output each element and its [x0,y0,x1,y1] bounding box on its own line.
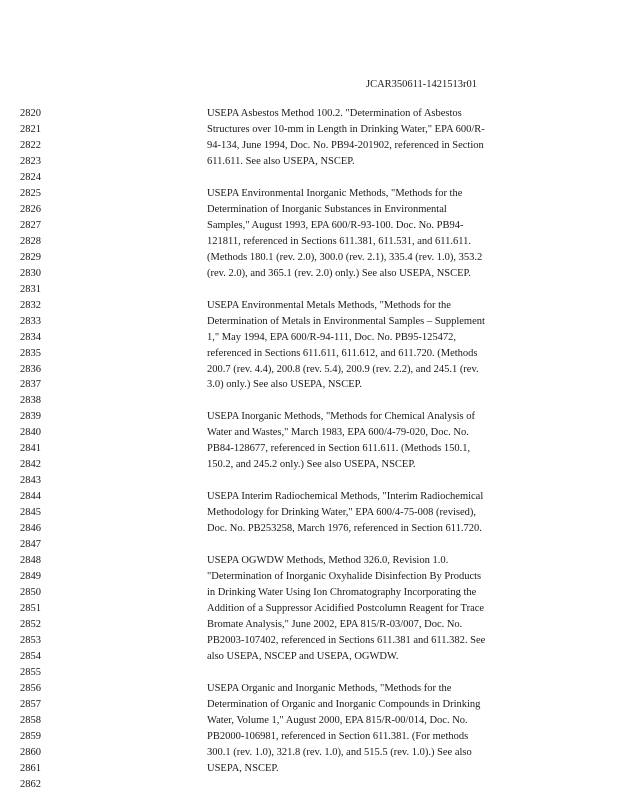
text-line: PB2003-107402, referenced in Sections 611.381 and 611.382. See [207,634,486,646]
text-line: PB84-128677, referenced in Section 611.611. (Methods 150.1, [207,443,471,455]
line-number: 2824 [20,171,41,183]
text-line [207,170,542,186]
line-number: 2846 [20,523,41,535]
line-number: 2851 [20,603,41,615]
line-number: 2858 [20,714,41,726]
line-number: 2825 [20,187,41,199]
line-number: 2852 [20,619,41,630]
line-number: 2856 [20,682,41,694]
text-line: 94-134, June 1994, Doc. No. PB94-201902, referenced in Section [207,139,484,151]
text-line: Bromate Analysis," June 2002, EPA 815/R-03/007, Doc. No. [207,619,463,630]
line-number: 2820 [20,108,41,119]
text-line [207,473,542,489]
line-number: 2845 [20,507,41,519]
text-line: (Methods 180.1 (rev. 2.0), 300.0 (rev. 2.1), 335.4 (rev. 1.0), 353.2 [207,251,483,263]
text-line: 611.611. See also USEPA, NSCEP. [207,155,355,167]
line-number: 2838 [20,395,41,407]
line-number: 2844 [20,491,41,503]
line-number: 2842 [20,459,41,471]
text-line: (rev. 2.0), and 365.1 (rev. 2.0) only.) See also USEPA, NSCEP. [207,267,471,279]
text-line [207,537,542,553]
text-line: Determination of Metals in Environmental Samples – Supplement [207,315,485,327]
text-line: PB2000-106981, referenced in Section 611.381. (For methods [207,730,469,742]
line-number: 2828 [20,235,41,247]
text-line: Structures over 10-mm in Length in Drinking Water," EPA 600/R- [207,123,485,135]
line-number: 2854 [20,650,41,662]
text-line: Determination of Inorganic Substances in Environmental [207,203,447,215]
line-number: 2862 [20,778,41,790]
line-number: 2836 [20,363,41,375]
text-line: Determination of Organic and Inorganic Compounds in Drinking [207,698,481,710]
text-line: Methodology for Drinking Water," EPA 600/4-75-008 (revised), [207,507,476,519]
document-header-id: JCAR350611-1421513r01 [366,79,478,90]
line-number: 2861 [20,762,41,774]
line-number: 2822 [20,139,41,151]
line-number: 2823 [20,155,41,167]
line-number-column [20,106,80,793]
reference-text-column [207,106,542,793]
line-number: 2860 [20,746,41,758]
text-line: 121811, referenced in Sections 611.381, 611.531, and 611.611. [207,235,472,247]
text-line: 150.2, and 245.2 only.) See also USEPA, NSCEP. [207,459,416,471]
text-line: referenced in Sections 611.611, 611.612, and 611.720. (Methods [207,347,478,359]
line-number: 2848 [20,555,41,567]
text-line: USEPA Interim Radiochemical Methods, "Interim Radiochemical [207,491,484,503]
text-line: 200.7 (rev. 4.4), 200.8 (rev. 5.4), 200.9 (rev. 2.2), and 245.1 (rev. [207,363,479,375]
line-number: 2831 [20,283,41,295]
line-number: 2839 [20,411,41,423]
line-number: 2835 [20,347,41,359]
line-number: 2859 [20,730,41,742]
line-number: 2834 [20,331,41,343]
line-number: 2830 [20,267,41,279]
text-line [207,777,542,793]
text-line: USEPA Organic and Inorganic Methods, "Methods for the [207,682,452,694]
line-number: 2847 [20,539,41,551]
line-number: 2857 [20,698,41,710]
text-line: also USEPA, NSCEP and USEPA, OGWDW. [207,650,399,662]
line-number: 2853 [20,634,41,646]
text-line: Doc. No. PB253258, March 1976, referenced in Section 611.720. [207,523,482,535]
text-line: "Determination of Inorganic Oxyhalide Disinfection By Products [207,571,482,583]
line-number: 2850 [20,587,41,599]
line-number: 2837 [20,379,41,391]
line-number: 2840 [20,427,41,439]
text-line [207,282,542,298]
text-line: USEPA Inorganic Methods, "Methods for Chemical Analysis of [207,411,475,423]
line-number: 2827 [20,219,41,231]
line-number: 2826 [20,203,41,215]
text-line [207,665,542,681]
text-line: Water, Volume 1," August 2000, EPA 815/R-00/014, Doc. No. [207,714,468,726]
text-line: USEPA OGWDW Methods, Method 326.0, Revision 1.0. [207,555,449,567]
line-number: 2829 [20,251,41,263]
line-number: 2843 [20,475,41,487]
text-line: 300.1 (rev. 1.0), 321.8 (rev. 1.0), and 515.5 (rev. 1.0).) See also [207,746,472,758]
text-line: USEPA Asbestos Method 100.2. "Determination of Asbestos [207,108,462,119]
line-number: 2832 [20,299,41,311]
text-line: in Drinking Water Using Ion Chromatography Incorporating the [207,587,477,599]
text-line: USEPA Environmental Metals Methods, "Methods for the [207,299,451,311]
text-line: Water and Wastes," March 1983, EPA 600/4-79-020, Doc. No. [207,427,469,439]
line-number: 2841 [20,443,41,455]
text-line: Addition of a Suppressor Acidified Postcolumn Reagent for Trace [207,603,485,615]
line-number: 2833 [20,315,41,327]
line-number: 2849 [20,571,41,583]
text-line: USEPA, NSCEP. [207,762,279,774]
text-line: 1," May 1994, EPA 600/R-94-111, Doc. No. PB95-125472, [207,331,457,343]
text-line: Samples," August 1993, EPA 600/R-93-100. Doc. No. PB94- [207,219,464,231]
line-number: 2855 [20,666,41,678]
text-line [207,393,542,409]
line-number: 2821 [20,123,41,135]
text-line: 3.0) only.) See also USEPA, NSCEP. [207,379,362,391]
text-line: USEPA Environmental Inorganic Methods, "Methods for the [207,187,463,199]
